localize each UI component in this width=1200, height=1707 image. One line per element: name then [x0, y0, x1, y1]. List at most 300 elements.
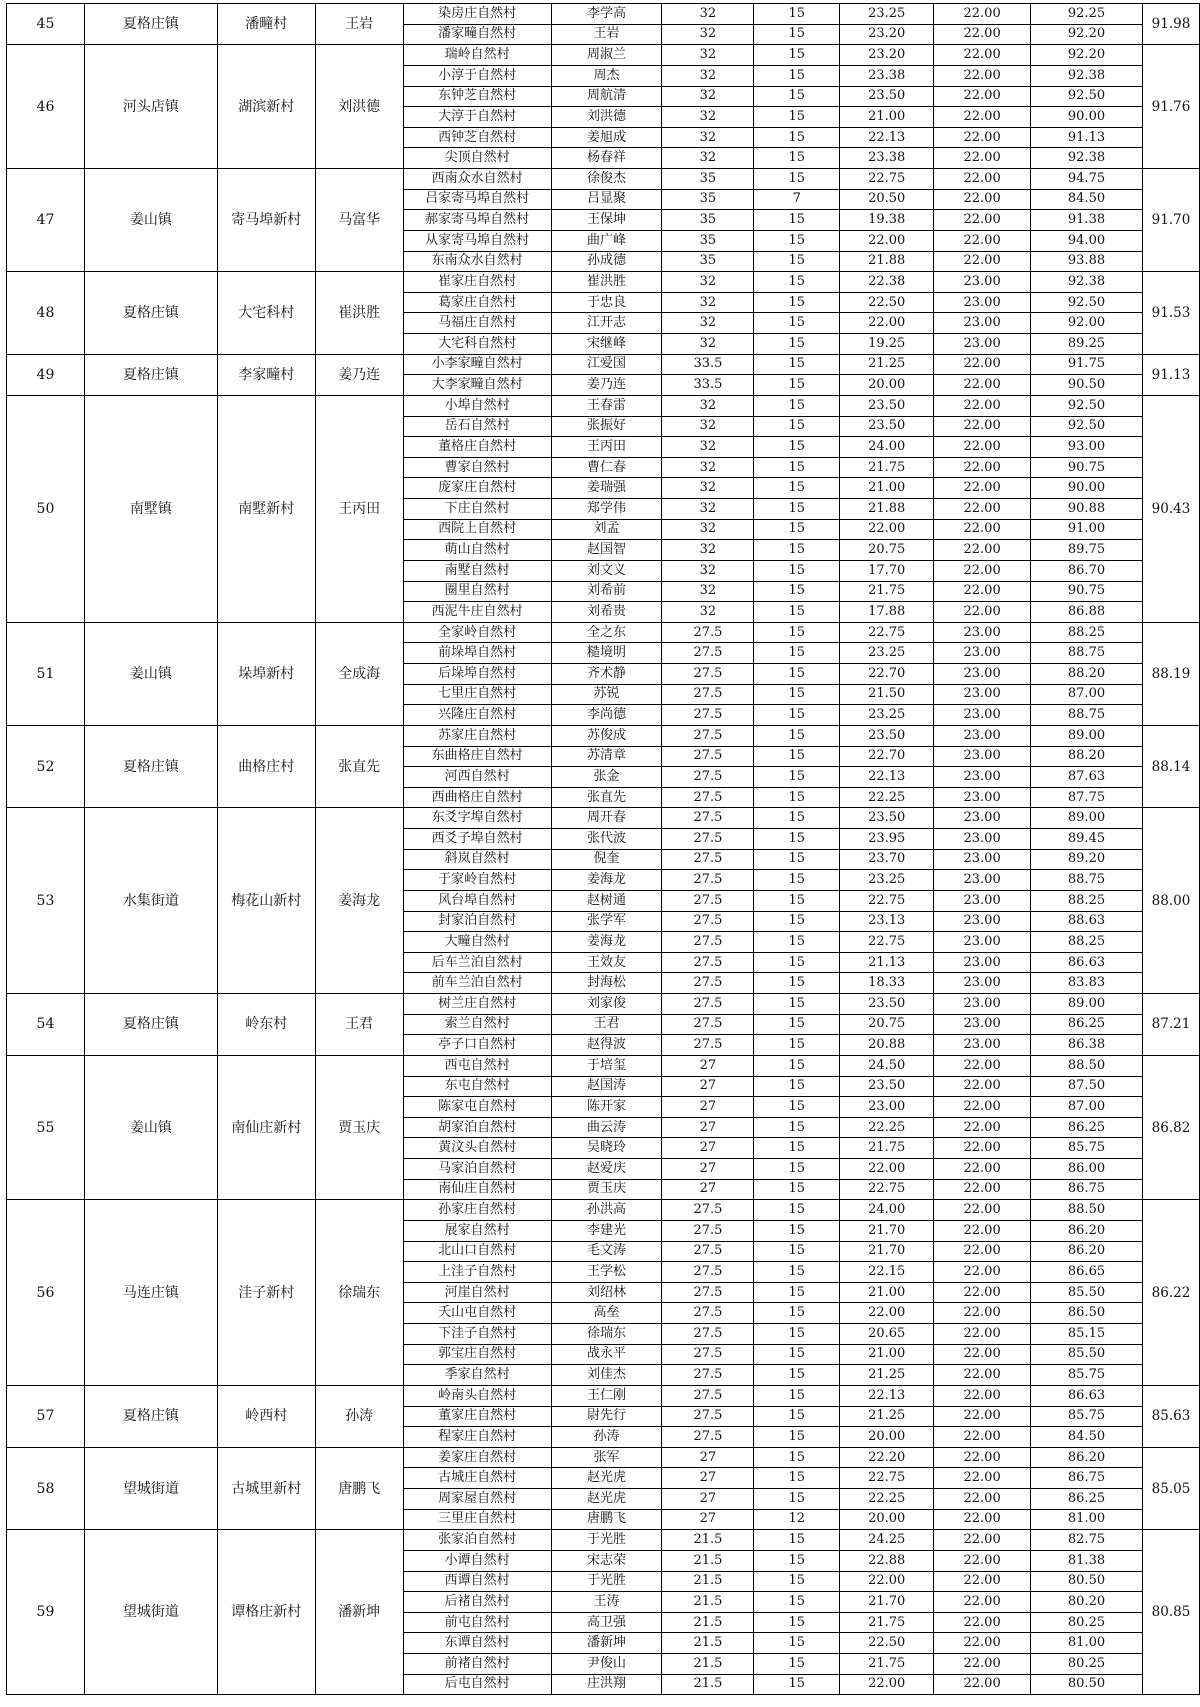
score-b-cell: 15	[754, 169, 840, 190]
natural-village-cell: 吕家寄马埠自然村	[403, 189, 551, 210]
score-c-cell: 21.75	[840, 581, 934, 602]
score-d-cell: 22.00	[934, 1241, 1031, 1262]
score-d-cell: 23.00	[934, 664, 1031, 685]
score-d-cell: 22.00	[934, 1303, 1031, 1324]
row-total-cell: 92.50	[1031, 395, 1143, 416]
score-c-cell: 21.88	[840, 251, 934, 272]
contact-name-cell: 赵光虎	[551, 1489, 662, 1510]
group-average-cell: 86.82	[1142, 1055, 1199, 1199]
score-a-cell: 27.5	[662, 890, 754, 911]
natural-village-cell: 庞家庄自然村	[403, 478, 551, 499]
score-a-cell: 35	[662, 169, 754, 190]
score-a-cell: 32	[662, 127, 754, 148]
score-b-cell: 15	[754, 581, 840, 602]
row-total-cell: 86.20	[1031, 1220, 1143, 1241]
score-d-cell: 23.00	[934, 870, 1031, 891]
row-total-cell: 92.20	[1031, 45, 1143, 66]
row-total-cell: 88.75	[1031, 870, 1143, 891]
natural-village-cell: 三里庄自然村	[403, 1509, 551, 1530]
row-total-cell: 86.88	[1031, 602, 1143, 623]
row-total-cell: 87.00	[1031, 1097, 1143, 1118]
table-row	[7, 994, 1200, 1015]
contact-name-cell: 刘洪德	[551, 107, 662, 128]
score-a-cell: 32	[662, 602, 754, 623]
row-total-cell: 89.45	[1031, 829, 1143, 850]
score-d-cell: 22.00	[934, 581, 1031, 602]
village-cell: 谭格庄新村	[217, 1530, 315, 1695]
contact-name-cell: 王保坤	[551, 210, 662, 231]
score-a-cell: 21.5	[662, 1612, 754, 1633]
score-c-cell: 23.50	[840, 808, 934, 829]
score-c-cell: 24.00	[840, 437, 934, 458]
row-total-cell: 91.38	[1031, 210, 1143, 231]
score-a-cell: 32	[662, 499, 754, 520]
natural-village-cell: 古城庄自然村	[403, 1468, 551, 1489]
score-a-cell: 27.5	[662, 1344, 754, 1365]
score-c-cell: 23.25	[840, 643, 934, 664]
score-c-cell: 20.00	[840, 1509, 934, 1530]
row-total-cell: 89.00	[1031, 808, 1143, 829]
contact-name-cell: 于培玺	[551, 1055, 662, 1076]
row-total-cell: 86.20	[1031, 1447, 1143, 1468]
natural-village-cell: 风台埠自然村	[403, 890, 551, 911]
score-d-cell: 23.00	[934, 787, 1031, 808]
score-c-cell: 22.50	[840, 1633, 934, 1654]
contact-name-cell: 王学松	[551, 1262, 662, 1283]
score-a-cell: 27.5	[662, 870, 754, 891]
score-b-cell: 15	[754, 148, 840, 169]
row-total-cell: 90.75	[1031, 581, 1143, 602]
contact-name-cell: 刘家俊	[551, 994, 662, 1015]
natural-village-cell: 郝家寄马埠自然村	[403, 210, 551, 231]
score-a-cell: 27.5	[662, 684, 754, 705]
score-d-cell: 22.00	[934, 478, 1031, 499]
row-total-cell: 85.50	[1031, 1282, 1143, 1303]
score-a-cell: 27.5	[662, 725, 754, 746]
score-d-cell: 22.00	[934, 1571, 1031, 1592]
leader-cell: 唐鹏飞	[315, 1447, 403, 1530]
natural-village-cell: 从家寄马埠自然村	[403, 230, 551, 251]
row-total-cell: 86.70	[1031, 560, 1143, 581]
score-c-cell: 22.25	[840, 787, 934, 808]
score-a-cell: 35	[662, 189, 754, 210]
natural-village-cell: 周家屋自然村	[403, 1489, 551, 1510]
score-c-cell: 21.00	[840, 478, 934, 499]
natural-village-cell: 河西自然村	[403, 767, 551, 788]
group-average-cell: 91.98	[1142, 4, 1199, 45]
group-average-cell: 91.76	[1142, 45, 1199, 169]
score-a-cell: 27.5	[662, 705, 754, 726]
contact-name-cell: 刘佳杰	[551, 1365, 662, 1386]
score-c-cell: 22.13	[840, 127, 934, 148]
score-c-cell: 22.75	[840, 1468, 934, 1489]
natural-village-cell: 前屯自然村	[403, 1612, 551, 1633]
contact-name-cell: 战永平	[551, 1344, 662, 1365]
natural-village-cell: 展家自然村	[403, 1220, 551, 1241]
score-b-cell: 15	[754, 457, 840, 478]
contact-name-cell: 刘文义	[551, 560, 662, 581]
score-c-cell: 23.38	[840, 148, 934, 169]
score-d-cell: 22.00	[934, 1097, 1031, 1118]
score-b-cell: 15	[754, 1654, 840, 1675]
score-c-cell: 17.70	[840, 560, 934, 581]
score-d-cell: 22.00	[934, 1674, 1031, 1695]
village-cell: 垛埠新村	[217, 622, 315, 725]
natural-village-cell: 封家泊自然村	[403, 911, 551, 932]
score-c-cell: 24.25	[840, 1530, 934, 1551]
score-d-cell: 22.00	[934, 602, 1031, 623]
contact-name-cell: 周杰	[551, 65, 662, 86]
score-b-cell: 15	[754, 334, 840, 355]
town-cell: 夏格庄镇	[84, 994, 217, 1056]
leader-cell: 徐瑞东	[315, 1200, 403, 1386]
score-d-cell: 22.00	[934, 395, 1031, 416]
score-d-cell: 22.00	[934, 169, 1031, 190]
contact-name-cell: 李学高	[551, 4, 662, 25]
score-d-cell: 22.00	[934, 416, 1031, 437]
score-b-cell: 15	[754, 519, 840, 540]
score-a-cell: 27.5	[662, 1241, 754, 1262]
natural-village-cell: 西泥牛庄自然村	[403, 602, 551, 623]
natural-village-cell: 后褚自然村	[403, 1592, 551, 1613]
row-total-cell: 85.15	[1031, 1324, 1143, 1345]
score-c-cell: 21.75	[840, 1612, 934, 1633]
row-total-cell: 86.63	[1031, 952, 1143, 973]
score-b-cell: 15	[754, 932, 840, 953]
row-total-cell: 92.50	[1031, 416, 1143, 437]
natural-village-cell: 前垛埠自然村	[403, 643, 551, 664]
leader-cell: 王丙田	[315, 395, 403, 622]
natural-village-cell: 董格庄自然村	[403, 437, 551, 458]
natural-village-cell: 后垛埠自然村	[403, 664, 551, 685]
score-b-cell: 15	[754, 664, 840, 685]
score-c-cell: 23.50	[840, 395, 934, 416]
rank-cell: 50	[7, 395, 85, 622]
row-total-cell: 87.75	[1031, 787, 1143, 808]
rank-cell: 53	[7, 808, 85, 994]
score-a-cell: 27	[662, 1055, 754, 1076]
town-cell: 水集街道	[84, 808, 217, 994]
table-row	[7, 1055, 1200, 1076]
natural-village-cell: 前褚自然村	[403, 1654, 551, 1675]
score-b-cell: 15	[754, 1055, 840, 1076]
village-cell: 梅花山新村	[217, 808, 315, 994]
town-cell: 姜山镇	[84, 1055, 217, 1199]
score-a-cell: 35	[662, 230, 754, 251]
score-d-cell: 23.00	[934, 272, 1031, 293]
score-b-cell: 15	[754, 1571, 840, 1592]
score-a-cell: 32	[662, 272, 754, 293]
natural-village-cell: 小谭自然村	[403, 1550, 551, 1571]
natural-village-cell: 姜家庄自然村	[403, 1447, 551, 1468]
score-d-cell: 22.00	[934, 1468, 1031, 1489]
natural-village-cell: 东南众水自然村	[403, 251, 551, 272]
contact-name-cell: 宋志荣	[551, 1550, 662, 1571]
town-cell: 夏格庄镇	[84, 272, 217, 355]
contact-name-cell: 赵光虎	[551, 1468, 662, 1489]
table-row	[7, 808, 1200, 829]
row-total-cell: 92.00	[1031, 313, 1143, 334]
score-a-cell: 27.5	[662, 829, 754, 850]
score-b-cell: 15	[754, 1365, 840, 1386]
natural-village-cell: 全家岭自然村	[403, 622, 551, 643]
natural-village-cell: 大李家疃自然村	[403, 375, 551, 396]
table-row	[7, 169, 1200, 190]
score-b-cell: 15	[754, 45, 840, 66]
leader-cell: 姜乃连	[315, 354, 403, 395]
natural-village-cell: 胡家泊自然村	[403, 1117, 551, 1138]
score-c-cell: 22.20	[840, 1447, 934, 1468]
score-a-cell: 27.5	[662, 622, 754, 643]
score-d-cell: 22.00	[934, 65, 1031, 86]
score-d-cell: 23.00	[934, 1035, 1031, 1056]
score-a-cell: 32	[662, 334, 754, 355]
natural-village-cell: 东爻字埠自然村	[403, 808, 551, 829]
row-total-cell: 80.50	[1031, 1571, 1143, 1592]
natural-village-cell: 西爻子埠自然村	[403, 829, 551, 850]
score-a-cell: 27.5	[662, 1014, 754, 1035]
score-a-cell: 27	[662, 1509, 754, 1530]
contact-name-cell: 徐瑞东	[551, 1324, 662, 1345]
score-a-cell: 21.5	[662, 1674, 754, 1695]
score-b-cell: 15	[754, 1550, 840, 1571]
row-total-cell: 81.00	[1031, 1509, 1143, 1530]
row-total-cell: 91.13	[1031, 127, 1143, 148]
score-d-cell: 23.00	[934, 1014, 1031, 1035]
natural-village-cell: 西钟芝自然村	[403, 127, 551, 148]
score-d-cell: 22.00	[934, 540, 1031, 561]
row-total-cell: 86.38	[1031, 1035, 1143, 1056]
score-d-cell: 22.00	[934, 457, 1031, 478]
score-b-cell: 15	[754, 230, 840, 251]
score-c-cell: 21.75	[840, 457, 934, 478]
score-d-cell: 22.00	[934, 1117, 1031, 1138]
contact-name-cell: 封海松	[551, 973, 662, 994]
contact-name-cell: 高卫强	[551, 1612, 662, 1633]
score-c-cell: 20.00	[840, 375, 934, 396]
natural-village-cell: 亭子口自然村	[403, 1035, 551, 1056]
contact-name-cell: 赵树通	[551, 890, 662, 911]
score-d-cell: 22.00	[934, 1138, 1031, 1159]
town-cell: 夏格庄镇	[84, 1385, 217, 1447]
score-b-cell: 15	[754, 1344, 840, 1365]
contact-name-cell: 姜海龙	[551, 870, 662, 891]
contact-name-cell: 尹俊山	[551, 1654, 662, 1675]
score-b-cell: 15	[754, 890, 840, 911]
score-a-cell: 27	[662, 1447, 754, 1468]
row-total-cell: 85.75	[1031, 1365, 1143, 1386]
natural-village-cell: 程家庄自然村	[403, 1427, 551, 1448]
village-cell: 潘疃村	[217, 4, 315, 45]
score-d-cell: 22.00	[934, 437, 1031, 458]
natural-village-cell: 孙家庄自然村	[403, 1200, 551, 1221]
row-total-cell: 85.75	[1031, 1406, 1143, 1427]
contact-name-cell: 李尚德	[551, 705, 662, 726]
leader-cell: 孙涛	[315, 1385, 403, 1447]
village-cell: 南仙庄新村	[217, 1055, 315, 1199]
natural-village-cell: 圈里自然村	[403, 581, 551, 602]
score-b-cell: 15	[754, 1282, 840, 1303]
row-total-cell: 88.75	[1031, 705, 1143, 726]
score-c-cell: 21.70	[840, 1220, 934, 1241]
contact-name-cell: 曹仁春	[551, 457, 662, 478]
score-b-cell: 15	[754, 911, 840, 932]
score-d-cell: 22.00	[934, 86, 1031, 107]
group-average-cell: 88.14	[1142, 725, 1199, 808]
table-row	[7, 1530, 1200, 1551]
score-b-cell: 15	[754, 478, 840, 499]
score-d-cell: 22.00	[934, 1324, 1031, 1345]
contact-name-cell: 吕显聚	[551, 189, 662, 210]
score-a-cell: 27.5	[662, 1262, 754, 1283]
score-b-cell: 15	[754, 210, 840, 231]
natural-village-cell: 于家岭自然村	[403, 870, 551, 891]
score-d-cell: 22.00	[934, 24, 1031, 45]
row-total-cell: 86.25	[1031, 1489, 1143, 1510]
score-d-cell: 23.00	[934, 643, 1031, 664]
group-average-cell: 80.85	[1142, 1530, 1199, 1695]
row-total-cell: 89.00	[1031, 725, 1143, 746]
score-d-cell: 22.00	[934, 45, 1031, 66]
leader-cell: 刘洪德	[315, 45, 403, 169]
natural-village-cell: 张家泊自然村	[403, 1530, 551, 1551]
town-cell: 望城街道	[84, 1530, 217, 1695]
score-b-cell: 15	[754, 1220, 840, 1241]
score-a-cell: 32	[662, 437, 754, 458]
natural-village-cell: 西院上自然村	[403, 519, 551, 540]
natural-village-cell: 尖顶自然村	[403, 148, 551, 169]
rank-cell: 49	[7, 354, 85, 395]
score-b-cell: 15	[754, 86, 840, 107]
score-c-cell: 23.50	[840, 994, 934, 1015]
score-b-cell: 15	[754, 354, 840, 375]
town-cell: 望城街道	[84, 1447, 217, 1530]
score-a-cell: 27.5	[662, 1427, 754, 1448]
contact-name-cell: 尉先行	[551, 1406, 662, 1427]
table-row	[7, 725, 1200, 746]
natural-village-cell: 黄汶头自然村	[403, 1138, 551, 1159]
natural-village-cell: 郭宝庄自然村	[403, 1344, 551, 1365]
natural-village-cell: 下庄自然村	[403, 499, 551, 520]
rank-cell: 59	[7, 1530, 85, 1695]
score-b-cell: 15	[754, 973, 840, 994]
score-d-cell: 23.00	[934, 684, 1031, 705]
natural-village-cell: 夭山屯自然村	[403, 1303, 551, 1324]
score-b-cell: 15	[754, 1489, 840, 1510]
rank-cell: 54	[7, 994, 85, 1056]
contact-name-cell: 李建光	[551, 1220, 662, 1241]
contact-name-cell: 周淑兰	[551, 45, 662, 66]
score-c-cell: 22.38	[840, 272, 934, 293]
natural-village-cell: 东屯自然村	[403, 1076, 551, 1097]
score-c-cell: 21.13	[840, 952, 934, 973]
row-total-cell: 86.65	[1031, 1262, 1143, 1283]
leader-cell: 张直先	[315, 725, 403, 808]
score-a-cell: 21.5	[662, 1571, 754, 1592]
score-d-cell: 23.00	[934, 313, 1031, 334]
score-b-cell: 15	[754, 375, 840, 396]
row-total-cell: 86.63	[1031, 1385, 1143, 1406]
score-b-cell: 15	[754, 24, 840, 45]
score-a-cell: 27.5	[662, 1324, 754, 1345]
score-a-cell: 33.5	[662, 354, 754, 375]
score-a-cell: 32	[662, 4, 754, 25]
natural-village-cell: 索兰自然村	[403, 1014, 551, 1035]
score-a-cell: 32	[662, 581, 754, 602]
contact-name-cell: 陈开家	[551, 1097, 662, 1118]
score-a-cell: 27	[662, 1097, 754, 1118]
town-cell: 马连庄镇	[84, 1200, 217, 1386]
score-a-cell: 32	[662, 540, 754, 561]
score-c-cell: 20.75	[840, 540, 934, 561]
score-b-cell: 15	[754, 107, 840, 128]
group-average-cell: 91.70	[1142, 169, 1199, 272]
row-total-cell: 80.25	[1031, 1654, 1143, 1675]
score-b-cell: 12	[754, 1509, 840, 1530]
score-b-cell: 15	[754, 1117, 840, 1138]
row-total-cell: 91.75	[1031, 354, 1143, 375]
score-b-cell: 15	[754, 1633, 840, 1654]
score-a-cell: 32	[662, 478, 754, 499]
score-c-cell: 22.75	[840, 1179, 934, 1200]
leader-cell: 潘新坤	[315, 1530, 403, 1695]
row-total-cell: 89.00	[1031, 994, 1143, 1015]
score-a-cell: 27.5	[662, 952, 754, 973]
score-c-cell: 22.75	[840, 932, 934, 953]
row-total-cell: 88.75	[1031, 643, 1143, 664]
score-a-cell: 27.5	[662, 932, 754, 953]
contact-name-cell: 姜乃连	[551, 375, 662, 396]
contact-name-cell: 张学军	[551, 911, 662, 932]
row-total-cell: 89.25	[1031, 334, 1143, 355]
score-b-cell: 15	[754, 1035, 840, 1056]
score-a-cell: 27	[662, 1468, 754, 1489]
score-a-cell: 27	[662, 1138, 754, 1159]
contact-name-cell: 唐鹏飞	[551, 1509, 662, 1530]
rank-cell: 46	[7, 45, 85, 169]
score-d-cell: 22.00	[934, 1592, 1031, 1613]
village-cell: 李家疃村	[217, 354, 315, 395]
leader-cell: 马富华	[315, 169, 403, 272]
score-d-cell: 22.00	[934, 499, 1031, 520]
row-total-cell: 92.25	[1031, 4, 1143, 25]
village-cell: 寄马埠新村	[217, 169, 315, 272]
leader-cell: 姜海龙	[315, 808, 403, 994]
row-total-cell: 86.00	[1031, 1159, 1143, 1180]
score-b-cell: 15	[754, 65, 840, 86]
score-b-cell: 15	[754, 643, 840, 664]
village-cell: 南墅新村	[217, 395, 315, 622]
row-total-cell: 91.00	[1031, 519, 1143, 540]
contact-name-cell: 刘绍林	[551, 1282, 662, 1303]
score-b-cell: 15	[754, 1097, 840, 1118]
natural-village-cell: 曹家自然村	[403, 457, 551, 478]
contact-name-cell: 赵国涛	[551, 1076, 662, 1097]
score-c-cell: 23.50	[840, 416, 934, 437]
score-c-cell: 24.00	[840, 1200, 934, 1221]
contact-name-cell: 姜旭成	[551, 127, 662, 148]
score-d-cell: 22.00	[934, 1055, 1031, 1076]
score-d-cell: 22.00	[934, 1633, 1031, 1654]
contact-name-cell: 王效友	[551, 952, 662, 973]
score-a-cell: 27.5	[662, 1303, 754, 1324]
natural-village-cell: 大淳于自然村	[403, 107, 551, 128]
score-a-cell: 32	[662, 519, 754, 540]
contact-name-cell: 王君	[551, 1014, 662, 1035]
score-a-cell: 32	[662, 457, 754, 478]
score-a-cell: 32	[662, 107, 754, 128]
row-total-cell: 87.00	[1031, 684, 1143, 705]
